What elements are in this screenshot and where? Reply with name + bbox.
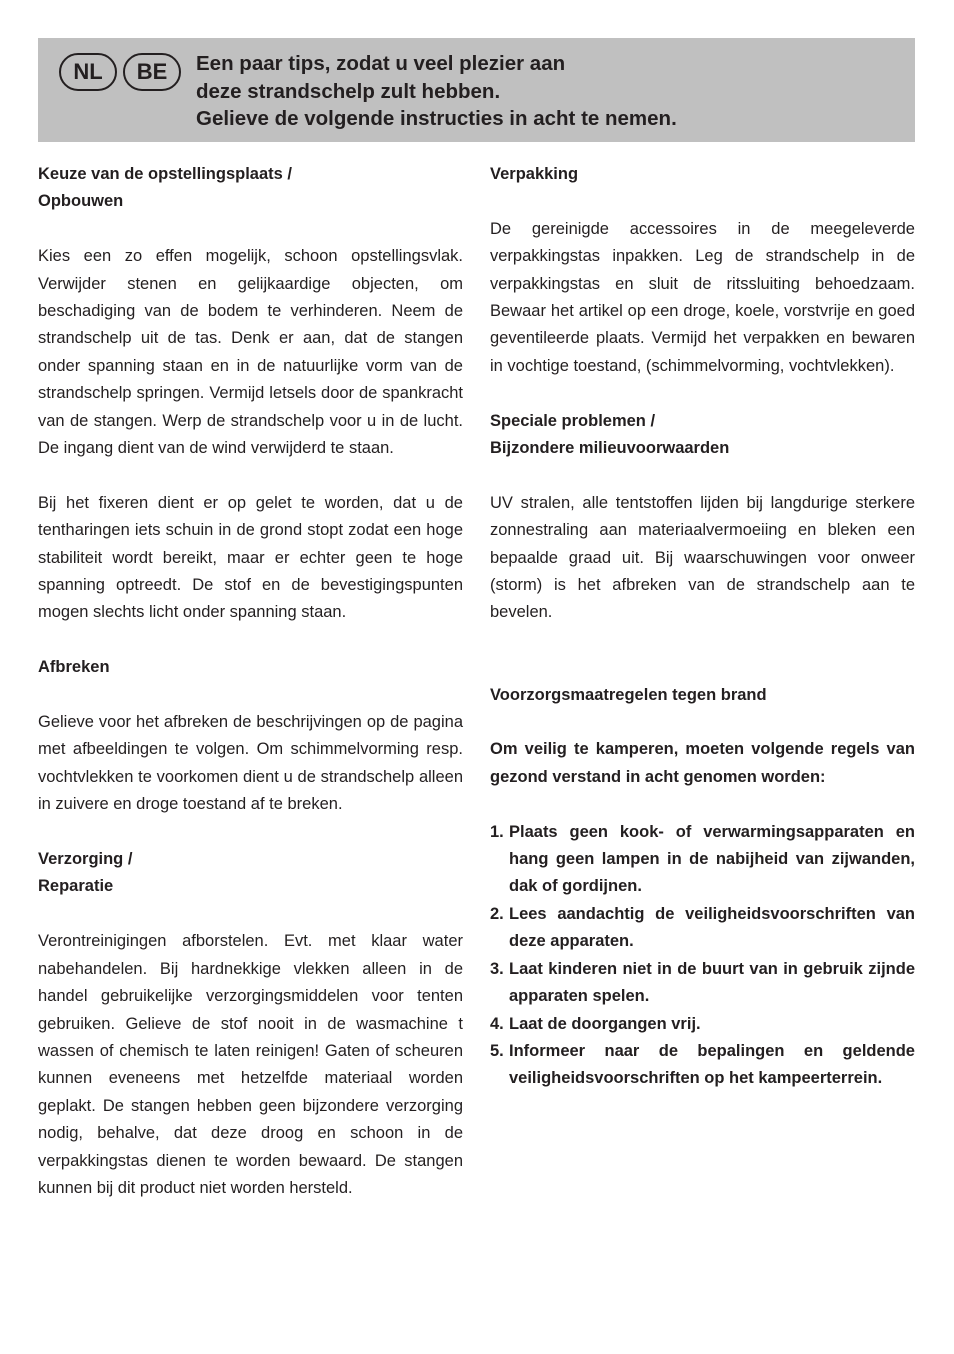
list-item: 3. Laat kinderen niet in de buurt van in gebruik zijnde apparaten spelen. (490, 959, 915, 1006)
list-item: 2. Lees aandachtig de veiligheidsvoorschriften van deze apparaten. (490, 904, 915, 951)
section-heading-care-2: Reparatie (38, 877, 114, 896)
paragraph-setup-2: Bij het fixeren dient er op gelet te worden, dat u de tentharingen iets schuin in de grond stopt zodat een hoge stabiliteit wordt bereikt, maar er echter geen te hoge spanning optreedt. De stof en de bevestigingspunten mogen slechts licht onder spanning staan. (38, 493, 463, 622)
title-line: Een paar tips, zodat u veel plezier aan (196, 52, 566, 75)
paragraph-dismantle: Gelieve voor het afbreken de beschrijvingen op de pagina met afbeeldingen te volgen. Om schimmelvorming resp. vochtvlekken te voorkomen dient u de strandschelp alleen in zuivere en droge toestand af te breken. (38, 713, 463, 814)
section-heading-special-2: Bijzondere milieuvoorwaarden (490, 439, 730, 458)
page-title (196, 50, 896, 133)
fire-rules-list (490, 819, 915, 1093)
title-line: deze strandschelp zult hebben. (196, 79, 501, 103)
left-column (38, 161, 463, 1202)
right-column (490, 161, 915, 1093)
section-heading-setup: Keuze van de opstellingsplaats / (38, 165, 292, 183)
section-heading-setup-2: Opbouwen (38, 192, 124, 211)
section-heading-packing: Verpakking (490, 165, 579, 183)
section-heading-special: Speciale problemen / (490, 411, 656, 430)
title-line: Gelieve de volgende instructies in acht te nemen. (196, 107, 677, 130)
section-heading-dismantle: Afbreken (38, 658, 110, 677)
paragraph-special: UV stralen, alle tentstoffen lijden bij langdurige sterkere zonnestraling aan materiaalvermoeiing en bleken een bepaalde graad uit. Bij waarschuwingen voor onweer (storm) is het afbreken van de strandschelp aan te bevelen. (490, 493, 915, 622)
header-banner (38, 38, 915, 142)
section-heading-care: Verzorging / (38, 850, 133, 869)
section-heading-fire: Voorzorgsmaatregelen tegen brand (490, 685, 767, 704)
paragraph-setup-1: Kies een zo effen mogelijk, schoon opstellingsvlak. Verwijder stenen en gelijkaardige objecten, om beschadiging van de bodem te verhinderen. Neem de strandschelp uit de tas. Denk er aan, dat de stangen onder spanning staan en in de natuurlijke vorm van de strandschelp springen. Vermijd letsels door de spankracht van de stangen. Werp de strandschelp voor u in de lucht. De ingang dient van de wind verwijderd te staan. (38, 247, 463, 458)
list-item: 1. Plaats geen kook- of verwarmingsapparaten en hang geen lampen in de nabijheid van zijwanden, dak of gordijnen. (490, 822, 915, 896)
paragraph-care: Verontreinigingen afborstelen. Evt. met klaar water nabehandelen. Bij hardnekkige vlekken alleen in de handel gebruikelijke verzorgingsmiddelen voor tenten gebruiken. Gelieve de stof nooit in de wasmachine t wassen of chemisch te laten reinigen! Gaten of scheuren kunnen eveneens met hetzelfde materiaal worden geplakt. De stangen hebben geen bijzondere verzorging nodig, behalve, dat deze droog en schoon in de verpakkingstas dienen te worden bewaard. De stangen kunnen bij dit product niet worden hersteld. (38, 932, 463, 1197)
paragraph-fire-intro: Om veilig te kamperen, moeten volgende regels van gezond verstand in acht genomen worden: (490, 740, 915, 786)
list-item: 4. Laat de doorgangen vrij. (490, 1014, 701, 1033)
language-badge-be: BE (123, 53, 181, 91)
language-badge-nl: NL (59, 53, 117, 91)
list-item: 5. Informeer naar de bepalingen en geldende veiligheidsvoorschriften op het kampeerterrein. (490, 1041, 915, 1088)
paragraph-packing: De gereinigde accessoires in de meegeleverde verpakkingstas inpakken. Leg de strandschelp in de verpakkingstas en sluit de ritssluiting behoedzaam. Bewaar het artikel op een droge, koele, vorstvrije en goed geventileerde plaats. Vermijd het verpakken en bewaren in vochtige toestand, (schimmelvorming, vochtvlekken). (490, 219, 915, 375)
